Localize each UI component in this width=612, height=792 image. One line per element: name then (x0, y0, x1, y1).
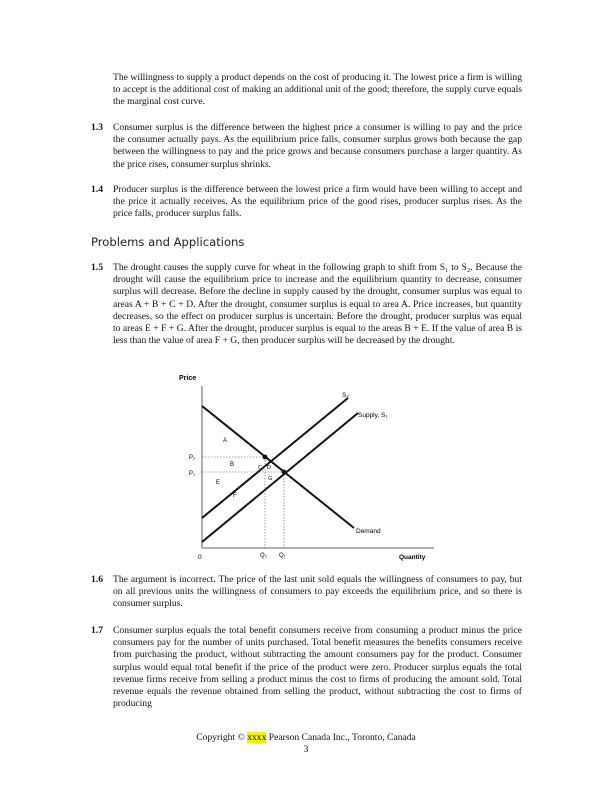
item-text: The argument is incorrect. The price of the last unit sold equals the willingness of consumers to pay, but on all previous units the willingness of consumers to pay exceeds the equilibrium price, and so there is consumer surplus. (113, 574, 522, 610)
new-equilibrium-point (263, 455, 268, 460)
q2-label: Q₂ (260, 553, 267, 559)
area-d-label: D (267, 465, 271, 471)
year-placeholder: xxxx (247, 732, 267, 743)
area-c-label: C (258, 465, 262, 471)
item-number: 1.7 (91, 625, 103, 636)
item-number: 1.5 (91, 262, 103, 273)
s1-label: Supply, S₁ (358, 412, 388, 419)
x-axis-label: Quantity (399, 554, 426, 561)
area-e-label: E (216, 480, 221, 486)
supply-curve-s1 (202, 413, 358, 542)
page-number: 3 (303, 744, 309, 755)
p1-label: P₁ (189, 471, 196, 477)
item-text: Producer surplus is the difference between the lowest price a firm would have been willing to accept and the price it actually receives. As the equilibrium price of the good rises, producer surplus rises. As the price falls, producer surplus falls. (113, 184, 522, 220)
item-number: 1.4 (91, 184, 103, 195)
area-b-label: B (230, 462, 235, 468)
item-number: 1.6 (91, 574, 103, 585)
area-g-label: G (268, 476, 273, 482)
item-number: 1.3 (91, 122, 103, 133)
area-a-label: A (223, 438, 228, 444)
q1-label: Q₁ (279, 553, 286, 559)
demand-curve (202, 406, 354, 528)
s2-label: S₂ (342, 392, 349, 399)
original-equilibrium-point (282, 470, 287, 475)
graph-svg (172, 370, 442, 565)
area-f-label: F (233, 493, 237, 499)
copyright-prefix: Copyright © (196, 732, 245, 743)
section-heading: Problems and Applications (91, 235, 245, 249)
supply-curve-s2 (202, 398, 348, 518)
copyright-suffix: Pearson Canada Inc., Toronto, Canada (268, 732, 416, 743)
footer-copyright (0, 732, 612, 744)
intro-paragraph: The willingness to supply a product depends on the cost of producing it. The lowest price a firm is willing to accept is the additional cost of making an additional unit of the good; therefore, the supply curve equals the marginal cost curve. (113, 72, 522, 108)
p2-label: P₂ (189, 455, 196, 461)
supply-demand-graph (172, 370, 442, 565)
item-text: Consumer surplus equals the total benefit consumers receive from consuming a product minus the price consumers pay for the number of units purchased. Total benefit measures the benefits consumers receive from purchasing the product, without subtracting the amount consumers pay for the product. Consumer surplus would equal total benefit if the price of the product were zero. Producer surplus equals the total revenue firms receive from selling a product minus the cost to firms of producing the amount sold. Total revenue equals the revenue obtained from selling the product, without subtracting the cost to firms of producing (113, 625, 522, 710)
y-axis-label: Price (179, 375, 197, 382)
demand-label: Demand (356, 528, 381, 535)
item-text: The drought causes the supply curve for wheat in the following graph to shift from S₁ to S₂. Because the drought will cause the equilibrium price to increase and the equilibrium quantity to decrease, consumer surplus will decrease. Before the decline in supply caused by the drought, consumer surplus was equal to areas A + B + C + D. After the drought, consumer surplus is equal to area A. Price increases, but quantity decreases, so the effect on producer surplus is uncertain. Before the drought, producer surplus was equal to areas E + F + G. After the drought, producer surplus is equal to the areas B + E. If the value of area B is less than the value of area F + G, then producer surplus will be decreased by the drought. (113, 262, 522, 347)
origin-label: 0 (198, 554, 202, 561)
item-text: Consumer surplus is the difference between the highest price a consumer is willing to pay and the price the consumer actually pays. As the equilibrium price falls, consumer surplus grows both because the gap between the willingness to pay and the price grows and because consumers purchase a larger quantity. As the price rises, consumer surplus shrinks. (113, 122, 522, 170)
